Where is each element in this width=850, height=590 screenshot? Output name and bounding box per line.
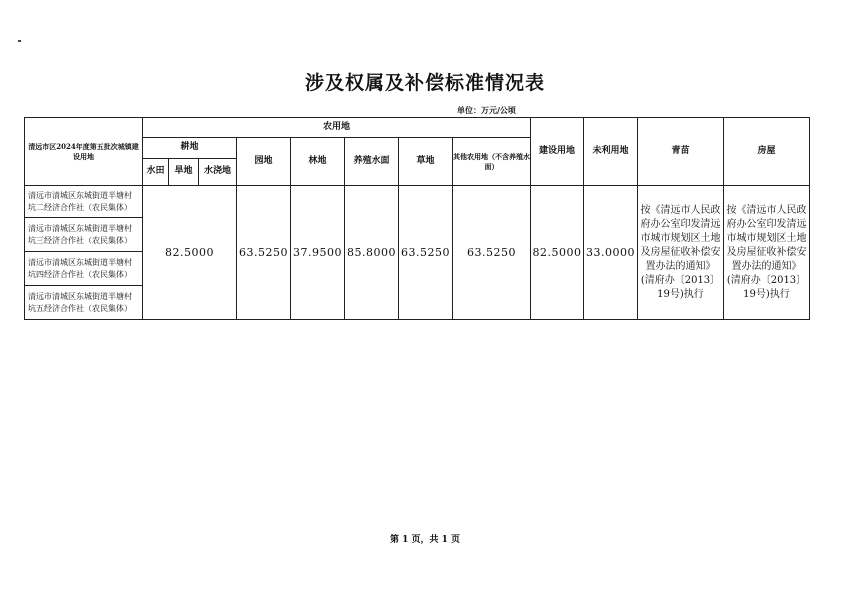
header-caodi: 草地 <box>399 138 453 186</box>
value-fangwu: 按《清远市人民政府办公室印发清远市城市规划区土地及房屋征收补偿安置办法的通知》(清府办〔2013〕19号)执行 <box>724 186 810 320</box>
header-other: 其他农用地（不含养殖水面） <box>453 138 531 186</box>
header-qingmiao: 青苗 <box>638 118 724 186</box>
header-yangzhi: 养殖水面 <box>345 138 399 186</box>
value-qingmiao: 按《清远市人民政府办公室印发清远市城市规划区土地及房屋征收补偿安置办法的通知》(清府办〔2013〕19号)执行 <box>638 186 724 320</box>
header-yuandi: 园地 <box>237 138 291 186</box>
value-gengdi: 82.5000 <box>143 186 237 320</box>
scan-mark <box>18 40 21 42</box>
header-handi: 旱地 <box>169 159 199 186</box>
header-jianshe: 建设用地 <box>531 118 584 186</box>
value-caodi: 63.5250 <box>399 186 453 320</box>
value-yuandi: 63.5250 <box>237 186 291 320</box>
header-lindi: 林地 <box>291 138 345 186</box>
compensation-table <box>24 117 810 320</box>
header-agri: 农用地 <box>143 118 531 138</box>
page-title: 涉及权属及补偿标准情况表 <box>304 72 545 94</box>
value-lindi: 37.9500 <box>291 186 345 320</box>
page-footer: 第 1 页，共 1 页 <box>389 535 461 545</box>
header-land-label: 清远市区2024年度第五批次城镇建设用地 <box>25 118 143 186</box>
unit-label: 单位：万元/公顷 <box>457 105 516 115</box>
owner-cell: 清远市清城区东城街道半塘村坑五经济合作社（农民集体） <box>25 286 143 320</box>
header-weili: 未利用地 <box>584 118 638 186</box>
owner-cell: 清远市清城区东城街道半塘村坑四经济合作社（农民集体） <box>25 252 143 286</box>
header-fangwu: 房屋 <box>724 118 810 186</box>
header-gengdi: 耕地 <box>143 138 237 159</box>
value-yangzhi: 85.8000 <box>345 186 399 320</box>
owner-cell: 清远市清城区东城街道半塘村坑二经济合作社（农民集体） <box>25 186 143 218</box>
value-jianshe: 82.5000 <box>531 186 584 320</box>
value-other: 63.5250 <box>453 186 531 320</box>
owner-cell: 清远市清城区东城街道半塘村坑三经济合作社（农民集体） <box>25 218 143 252</box>
header-shuijiaodi: 水浇地 <box>199 159 237 186</box>
value-weili: 33.0000 <box>584 186 638 320</box>
header-shuitian: 水田 <box>143 159 169 186</box>
